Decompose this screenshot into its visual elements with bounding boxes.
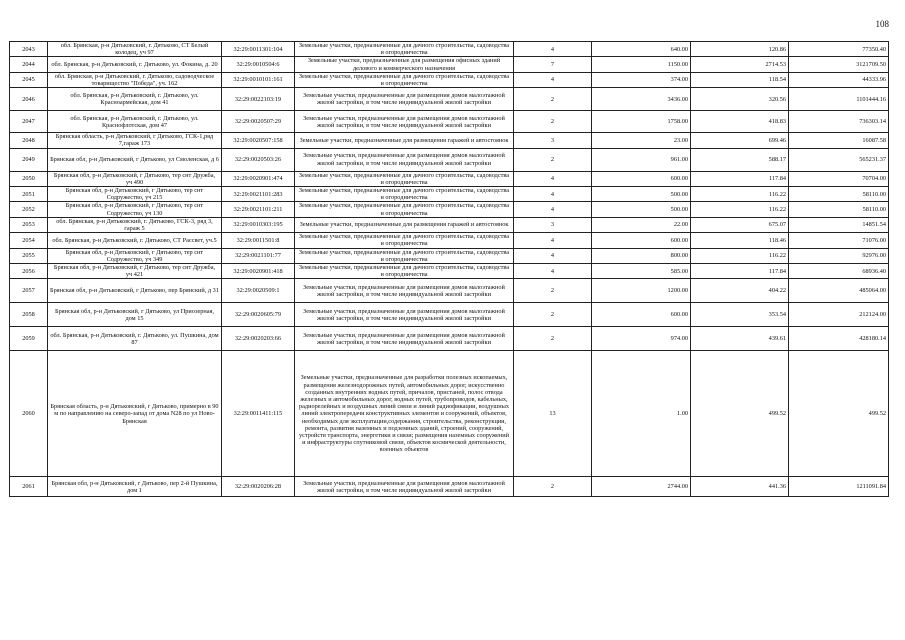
category-cell: 4 (514, 187, 592, 202)
permitted-use-cell: Земельные участки, предназначенные для размещения домов малоэтажной жилой застройки, в том числе индивидуальной жилой застройки (295, 111, 514, 133)
row-number: 2055 (10, 248, 48, 263)
cadastral-value-cell: 77350.40 (789, 42, 889, 57)
category-cell: 2 (514, 327, 592, 351)
area-cell: 3436.00 (592, 88, 691, 111)
category-cell: 13 (514, 351, 592, 477)
unit-price-cell: 353.54 (691, 303, 789, 327)
cadastral-value-cell: 92976.00 (789, 248, 889, 263)
address-cell: Брянская обл, р-н Дятьковский, г Дятьково, тер снт Содружество, уч 349 (48, 248, 222, 263)
row-number: 2057 (10, 279, 48, 303)
category-cell: 2 (514, 148, 592, 171)
address-cell: обл. Брянская, р-н Дятьковский, г. Дятьково, СТ Белый колодец, уч 97 (48, 42, 222, 57)
unit-price-cell: 404.22 (691, 279, 789, 303)
cadastral-value-cell: 1211091.84 (789, 477, 889, 497)
address-cell: Брянская обл, р-н Дятьковский, г Дятьково, пер Брянский, д 31 (48, 279, 222, 303)
cadastral-value-cell: 428180.14 (789, 327, 889, 351)
cadastral-number-cell: 32:29:0020203:66 (222, 327, 295, 351)
address-cell: Брянская обл, р-н Дятьковский, г Дятьково, пер 2-й Пушкина, дом 1 (48, 477, 222, 497)
permitted-use-cell: Земельные участки, предназначенные для дачного строительства, садоводства и огородничества (295, 42, 514, 57)
category-cell: 3 (514, 133, 592, 148)
area-cell: 600.00 (592, 171, 691, 186)
permitted-use-cell: Земельные участки, предназначенные для размещения домов малоэтажной жилой застройки, в том числе индивидуальной жилой застройки (295, 327, 514, 351)
address-cell: Брянская область, р-н Дятьковский, г Дятьково, примерно в 90 м по направлению на северо-запад от дома N28 по ул Ново-Брянская (48, 351, 222, 477)
cadastral-number-cell: 32:29:0011411:115 (222, 351, 295, 477)
cadastral-number-cell: 32:29:0011501:8 (222, 233, 295, 248)
unit-price-cell: 499.52 (691, 351, 789, 477)
cadastral-value-cell: 485064.00 (789, 279, 889, 303)
cadastral-value-cell: 16087.58 (789, 133, 889, 148)
cadastral-number-cell: 32:29:0011301:104 (222, 42, 295, 57)
permitted-use-cell: Земельные участки, предназначенные для дачного строительства, садоводства и огородничества (295, 248, 514, 263)
row-number: 2049 (10, 148, 48, 171)
cadastral-value-cell: 736303.14 (789, 111, 889, 133)
permitted-use-cell: Земельные участки, предназначенные для дачного строительства, садоводства и огородничества (295, 171, 514, 186)
unit-price-cell: 118.46 (691, 233, 789, 248)
area-cell: 2744.00 (592, 477, 691, 497)
permitted-use-cell: Земельные участки, предназначенные для дачного строительства, садоводства и огородничества (295, 187, 514, 202)
cadastral-number-cell: 32:29:0022103:19 (222, 88, 295, 111)
category-cell: 4 (514, 202, 592, 217)
cadastral-number-cell: 32:29:0020901:474 (222, 171, 295, 186)
unit-price-cell: 439.61 (691, 327, 789, 351)
land-plot-table (9, 41, 889, 497)
row-number: 2054 (10, 233, 48, 248)
unit-price-cell: 675.07 (691, 217, 789, 232)
cadastral-number-cell: 32:29:0020507:29 (222, 111, 295, 133)
address-cell: обл. Брянская, р-н Дятьковский, г. Дятьково, ул. Фокина, д. 20 (48, 57, 222, 72)
permitted-use-cell: Земельные участки, предназначенные для размещения домов малоэтажной жилой застройки, в том числе индивидуальной жилой застройки (295, 303, 514, 327)
category-cell: 4 (514, 171, 592, 186)
page-number: 108 (875, 19, 889, 29)
row-number: 2045 (10, 72, 48, 87)
area-cell: 974.00 (592, 327, 691, 351)
table-row (10, 111, 889, 133)
cadastral-number-cell: 32:29:0021101:211 (222, 202, 295, 217)
row-number: 2053 (10, 217, 48, 232)
unit-price-cell: 2714.53 (691, 57, 789, 72)
cadastral-number-cell: 32:29:0010303:195 (222, 217, 295, 232)
row-number: 2046 (10, 88, 48, 111)
area-cell: 600.00 (592, 303, 691, 327)
table-body (10, 42, 889, 497)
table-row (10, 233, 889, 248)
permitted-use-cell: Земельные участки, предназначенные для размещения гаражей и автостоянок (295, 217, 514, 232)
unit-price-cell: 117.84 (691, 264, 789, 279)
category-cell: 4 (514, 248, 592, 263)
table-row (10, 72, 889, 87)
unit-price-cell: 116.22 (691, 248, 789, 263)
cadastral-value-cell: 68936.40 (789, 264, 889, 279)
area-cell: 1150.00 (592, 57, 691, 72)
address-cell: обл. Брянская, р-н Дятьковский, г. Дятьково, ул. Краснофлотская, дом 47 (48, 111, 222, 133)
category-cell: 4 (514, 42, 592, 57)
permitted-use-cell: Земельные участки, предназначенные для размещения домов малоэтажной жилой застройки, в том числе индивидуальной жилой застройки (295, 88, 514, 111)
table-row (10, 88, 889, 111)
address-cell: обл. Брянская, р-н Дятьковский, г. Дятьково, садоводческое товарищество "Победа", уч. 162 (48, 72, 222, 87)
unit-price-cell: 441.36 (691, 477, 789, 497)
permitted-use-cell: Земельные участки, предназначенные для размещения гаражей и автостоянок (295, 133, 514, 148)
area-cell: 800.00 (592, 248, 691, 263)
cadastral-number-cell: 32:29:0020901:418 (222, 264, 295, 279)
row-number: 2061 (10, 477, 48, 497)
row-number: 2059 (10, 327, 48, 351)
table-row (10, 187, 889, 202)
category-cell: 2 (514, 279, 592, 303)
table-row (10, 202, 889, 217)
unit-price-cell: 116.22 (691, 202, 789, 217)
category-cell: 2 (514, 303, 592, 327)
cadastral-number-cell: 32:29:0020507:158 (222, 133, 295, 148)
area-cell: 1758.00 (592, 111, 691, 133)
address-cell: Брянская обл, р-н Дятьковский, г Дятьково, ул Приозерная, дом 15 (48, 303, 222, 327)
cadastral-value-cell: 58110.00 (789, 202, 889, 217)
address-cell: Брянская обл, р-н Дятьковский, г Дятьково, тер снт Содружество, уч 130 (48, 202, 222, 217)
cadastral-number-cell: 32:29:0020206:28 (222, 477, 295, 497)
cadastral-number-cell: 32:29:0021101:283 (222, 187, 295, 202)
category-cell: 7 (514, 57, 592, 72)
cadastral-number-cell: 32:29:0020503:26 (222, 148, 295, 171)
table-row (10, 327, 889, 351)
cadastral-value-cell: 1101444.16 (789, 88, 889, 111)
area-cell: 1200.00 (592, 279, 691, 303)
cadastral-number-cell: 32:29:0010101:161 (222, 72, 295, 87)
category-cell: 3 (514, 217, 592, 232)
unit-price-cell: 118.54 (691, 72, 789, 87)
table-row (10, 148, 889, 171)
category-cell: 2 (514, 477, 592, 497)
area-cell: 600.00 (592, 233, 691, 248)
area-cell: 961.00 (592, 148, 691, 171)
category-cell: 4 (514, 72, 592, 87)
category-cell: 4 (514, 264, 592, 279)
row-number: 2056 (10, 264, 48, 279)
table-row (10, 57, 889, 72)
area-cell: 22.00 (592, 217, 691, 232)
area-cell: 23.00 (592, 133, 691, 148)
permitted-use-cell: Земельные участки, предназначенные для размещения офисных зданий делового и коммерческого назначения (295, 57, 514, 72)
cadastral-number-cell: 32:29:0020605:79 (222, 303, 295, 327)
permitted-use-cell: Земельные участки, предназначенные для дачного строительства, садоводства и огородничества (295, 72, 514, 87)
row-number: 2050 (10, 171, 48, 186)
permitted-use-cell: Земельные участки, предназначенные для дачного строительства, садоводства и огородничества (295, 264, 514, 279)
address-cell: Брянская обл, р-н Дятьковский, г Дятьково, ул Смоленская, д 6 (48, 148, 222, 171)
permitted-use-cell: Земельные участки, предназначенные для дачного строительства, садоводства и огородничества (295, 202, 514, 217)
category-cell: 2 (514, 111, 592, 133)
cadastral-value-cell: 70704.00 (789, 171, 889, 186)
permitted-use-cell: Земельные участки, предназначенные для дачного строительства, садоводства и огородничества (295, 233, 514, 248)
unit-price-cell: 588.17 (691, 148, 789, 171)
category-cell: 4 (514, 233, 592, 248)
address-cell: обл. Брянская, р-н Дятьковский, г. Дятьково, ГСК-3, ряд 3, гараж 5 (48, 217, 222, 232)
address-cell: Брянская обл, р-н Дятьковский, г Дятьково, тер снт Дружба, уч 421 (48, 264, 222, 279)
area-cell: 500.00 (592, 187, 691, 202)
table-row (10, 248, 889, 263)
address-cell: Брянская область, р-н Дятьковский, г Дятьково, ГСК-1,ряд 7,гараж 173 (48, 133, 222, 148)
cadastral-value-cell: 212124.00 (789, 303, 889, 327)
permitted-use-cell: Земельные участки, предназначенные для размещения домов малоэтажной жилой застройки, в том числе индивидуальной жилой застройки (295, 477, 514, 497)
address-cell: обл. Брянская, р-н Дятьковский, г. Дятьково, ул. Пушкина, дом 87 (48, 327, 222, 351)
area-cell: 500.00 (592, 202, 691, 217)
area-cell: 585.00 (592, 264, 691, 279)
table-row (10, 264, 889, 279)
address-cell: обл. Брянская, р-н Дятьковский, г. Дятьково, СТ Рассвет, уч.5 (48, 233, 222, 248)
unit-price-cell: 120.86 (691, 42, 789, 57)
cadastral-value-cell: 44333.96 (789, 72, 889, 87)
permitted-use-cell: Земельные участки, предназначенные для размещения домов малоэтажной жилой застройки, в том числе индивидуальной жилой застройки (295, 279, 514, 303)
row-number: 2052 (10, 202, 48, 217)
table-row (10, 279, 889, 303)
unit-price-cell: 320.56 (691, 88, 789, 111)
table-row (10, 351, 889, 477)
permitted-use-cell: Земельные участки, предназначенные для размещения домов малоэтажной жилой застройки, в том числе индивидуальной жилой застройки (295, 148, 514, 171)
category-cell: 2 (514, 88, 592, 111)
unit-price-cell: 116.22 (691, 187, 789, 202)
address-cell: Брянская обл, р-н Дятьковский, г Дятьково, тер снт Содружество, уч 215 (48, 187, 222, 202)
row-number: 2044 (10, 57, 48, 72)
address-cell: Брянская обл, р-н Дятьковский, г Дятьково, тер снт Дружба, уч 490 (48, 171, 222, 186)
row-number: 2051 (10, 187, 48, 202)
cadastral-value-cell: 565231.37 (789, 148, 889, 171)
cadastral-number-cell: 32:29:0020509:1 (222, 279, 295, 303)
area-cell: 1.00 (592, 351, 691, 477)
row-number: 2048 (10, 133, 48, 148)
table-row (10, 42, 889, 57)
cadastral-number-cell: 32:29:0021101:77 (222, 248, 295, 263)
cadastral-value-cell: 499.52 (789, 351, 889, 477)
row-number: 2043 (10, 42, 48, 57)
area-cell: 640.00 (592, 42, 691, 57)
address-cell: обл. Брянская, р-н Дятьковский, г. Дятьково, ул. Красноармейская, дом 41 (48, 88, 222, 111)
table-row (10, 217, 889, 232)
cadastral-value-cell: 3121709.50 (789, 57, 889, 72)
row-number: 2047 (10, 111, 48, 133)
table-row (10, 171, 889, 186)
cadastral-value-cell: 71076.00 (789, 233, 889, 248)
row-number: 2060 (10, 351, 48, 477)
cadastral-value-cell: 14851.54 (789, 217, 889, 232)
table-row (10, 303, 889, 327)
cadastral-number-cell: 32:29:0010504:6 (222, 57, 295, 72)
table-row (10, 477, 889, 497)
row-number: 2058 (10, 303, 48, 327)
table-row (10, 133, 889, 148)
unit-price-cell: 117.84 (691, 171, 789, 186)
unit-price-cell: 699.46 (691, 133, 789, 148)
unit-price-cell: 418.83 (691, 111, 789, 133)
permitted-use-cell: Земельные участки, предназначенные для разработки полезных ископаемых, размещения железнодорожных путей, автомобильных дорог, искусственно созданных внутренних водных путей, причалов, пристаней, полос отвода железных и автомобильных дорог, водных путей, трубопроводов, кабельных, радиорелейных и воздушных линий связи и линий радиофикации, воздушных линий электропередачи конструктивных элементов и сооружений, объектов, необходимых для эксплуатации,содержания, строительства, реконструкции, ремонта, развития наземных и подземных зданий, строений, сооружений, устройств транспорта, энергетики и связи; размещения наземных сооружений и инфраструктуры спутниковой связи, объектов космической деятельности, военных объектов (295, 351, 514, 477)
cadastral-value-cell: 58110.00 (789, 187, 889, 202)
area-cell: 374.00 (592, 72, 691, 87)
